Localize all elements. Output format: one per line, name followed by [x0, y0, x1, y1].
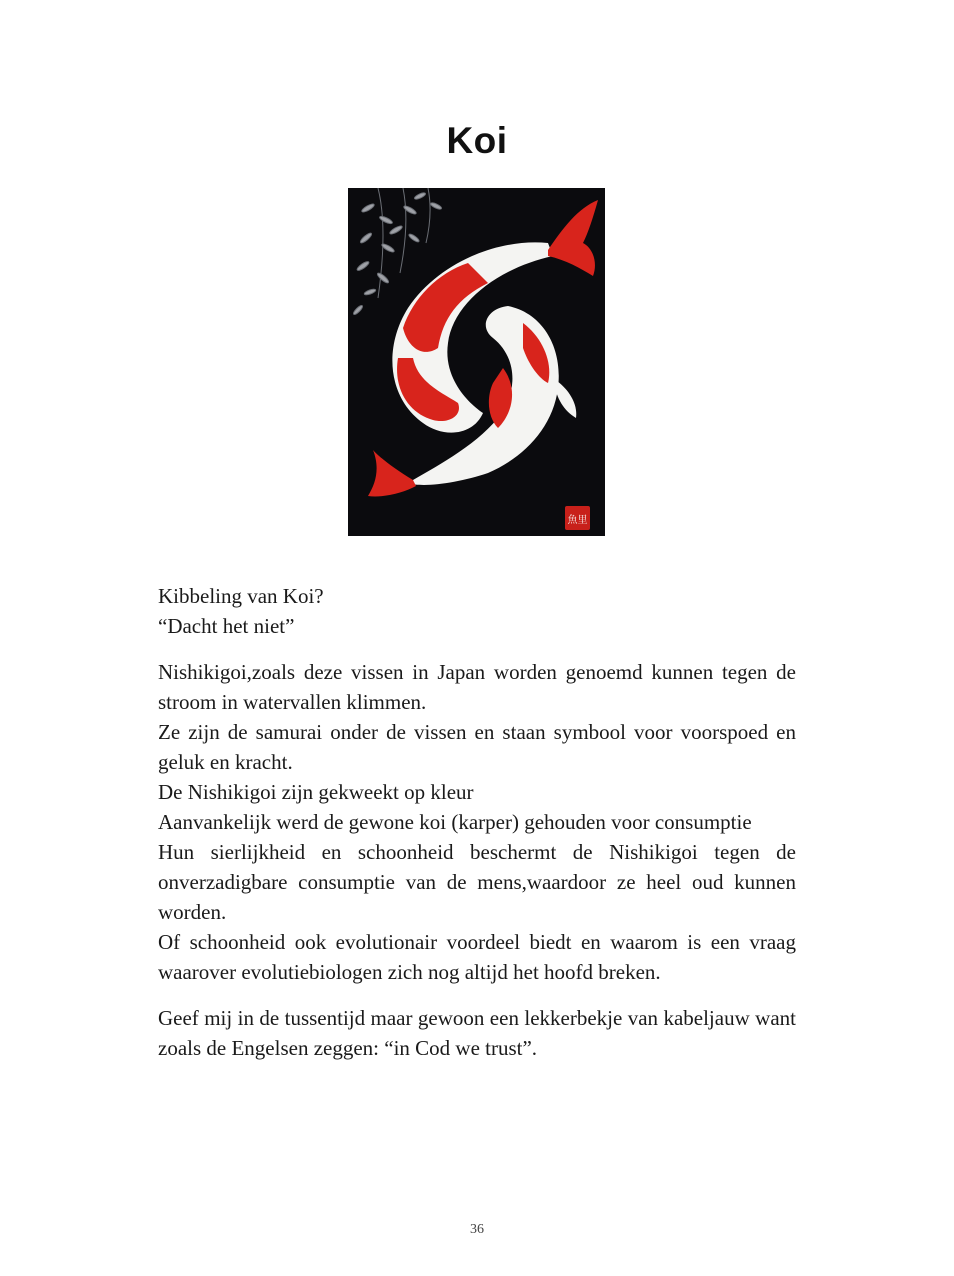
paragraph-1: Nishikigoi,zoals deze vissen in Japan worden genoemd kunnen tegen de stroom in watervallen klimmen. — [158, 660, 796, 714]
page-title: Koi — [446, 120, 508, 161]
paragraph-2: Ze zijn de samurai onder de vissen en staan symbool voor voorspoed en geluk en kracht. — [158, 720, 796, 774]
article-body — [158, 581, 796, 1063]
page-number: 36 — [470, 1222, 484, 1237]
paragraph-6: Of schoonheid ook evolutionair voordeel biedt en waarom is een vraag waarover evolutiebiologen zich nog altijd het hoofd breken. — [158, 930, 796, 984]
intro-line-1: Kibbeling van Koi? — [158, 584, 324, 608]
koi-painting-svg — [348, 188, 605, 536]
paragraph-3: De Nishikigoi zijn gekweekt op kleur — [158, 780, 474, 804]
paragraph-4: Aanvankelijk werd de gewone koi (karper) gehouden voor consumptie — [158, 810, 752, 834]
intro-line-2: “Dacht het niet” — [158, 614, 295, 638]
closing-paragraph: Geef mij in de tussentijd maar gewoon een lekkerbekje van kabeljauw want zoals de Engelsen zeggen: “in Cod we trust”. — [158, 1006, 796, 1060]
paragraph-5: Hun sierlijkheid en schoonheid beschermt de Nishikigoi tegen de onverzadigbare consumptie van de mens,waardoor ze heel oud kunnen worden. — [158, 840, 796, 924]
koi-painting-image — [348, 188, 605, 536]
svg-text:魚里: 魚里 — [567, 515, 588, 526]
